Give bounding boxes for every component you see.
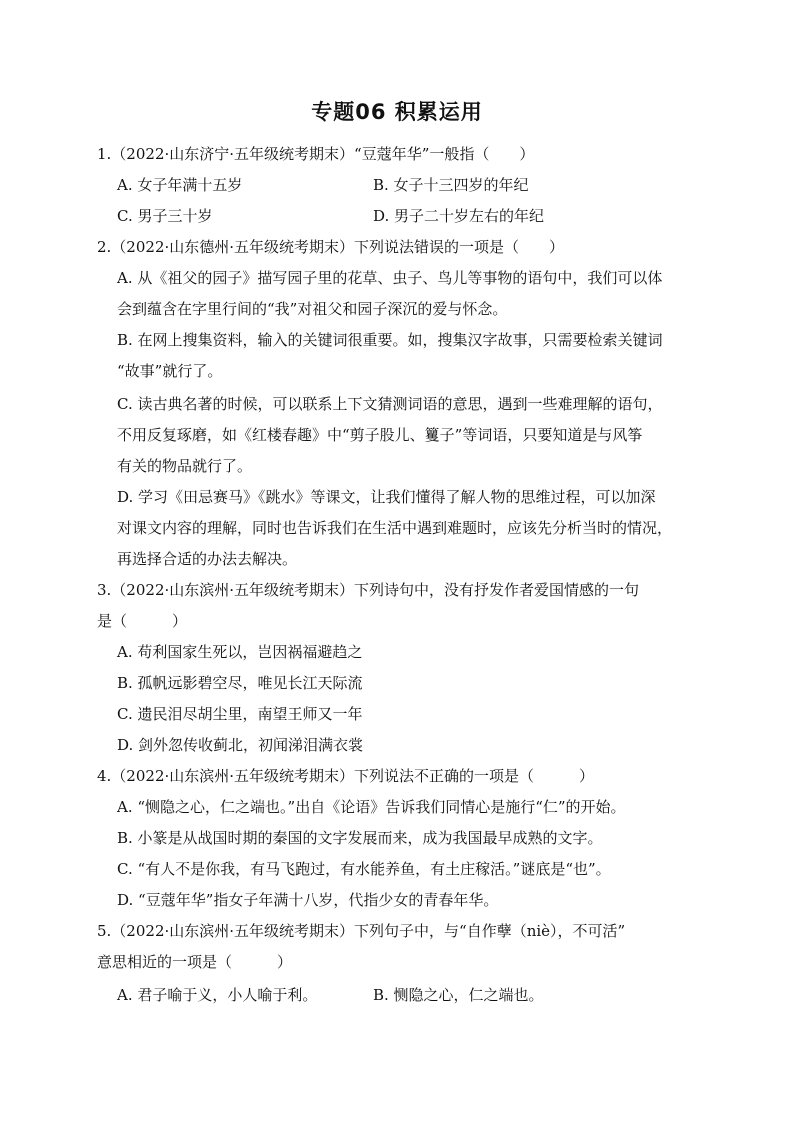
question-2-option-c-cont1: 不用反复琢磨，如《红楼春趣》中“剪子股儿、籰子”等词语，只要知道是与风筝	[117, 426, 643, 444]
question-2-option-d: D. 学习《田忌赛马》《跳水》等课文，让我们懂得了解人物的思维过程，可以加深	[117, 488, 656, 506]
question-4-stem: 4.（2022·山东滨州·五年级统考期末）下列说法不正确的一项是（ ）	[97, 767, 595, 785]
question-5-stem-cont: 意思相近的一项是（ ）	[97, 953, 293, 971]
question-4-option-d: D. “豆蔻年华”指女子年满十八岁，代指少女的青春年华。	[117, 891, 499, 909]
question-4-option-c: C. “有人不是你我，有马飞跑过，有水能养鱼，有土庄稼活。”谜底是“也”。	[117, 860, 611, 878]
question-5-stem: 5.（2022·山东滨州·五年级统考期末）下列句子中，与“自作孽（niè），不可活”	[97, 922, 626, 940]
question-5-option-b: B. 恻隐之心，仁之端也。	[373, 986, 544, 1004]
question-5-option-a: A. 君子喻于义，小人喻于利。	[117, 986, 318, 1004]
question-1-option-b: B. 女子十三四岁的年纪	[373, 176, 529, 194]
question-4-option-a: A. “恻隐之心，仁之端也。”出自《论语》告诉我们同情心是施行“仁”的开始。	[117, 798, 626, 816]
question-1-option-a: A. 女子年满十五岁	[117, 176, 243, 194]
question-1-stem: 1.（2022·山东济宁·五年级统考期末）“豆蔻年华”一般指（ ）	[97, 145, 535, 163]
question-3-stem-cont: 是（ ）	[97, 612, 188, 630]
question-2-option-b: B. 在网上搜集资料，输入的关键词很重要。如，搜集汉字故事，只需要检索关键词	[117, 331, 663, 349]
question-4-option-b: B. 小篆是从战国时期的秦国的文字发展而来，成为我国最早成熟的文字。	[117, 829, 603, 847]
question-3-option-c: C. 遗民泪尽胡尘里，南望王师又一年	[117, 705, 363, 723]
page-title: 专题06 积累运用	[311, 100, 483, 124]
question-1-option-c: C. 男子三十岁	[117, 207, 213, 225]
question-2-option-a-cont: 会到蕴含在字里行间的“我”对祖父和园子深沉的爱与怀念。	[117, 300, 508, 318]
question-2-option-c: C. 读古典名著的时候，可以联系上下文猜测词语的意思，遇到一些难理解的语句，	[117, 395, 663, 413]
question-3-option-b: B. 孤帆远影碧空尽，唯见长江天际流	[117, 674, 363, 692]
question-2-option-b-cont: “故事”就行了。	[117, 362, 223, 380]
question-2-option-a: A. 从《祖父的园子》描写园子里的花草、虫子、鸟儿等事物的语句中，我们可以体	[117, 269, 663, 287]
question-2-stem: 2.（2022·山东德州·五年级统考期末）下列说法错误的一项是（ ）	[97, 238, 565, 256]
question-3-option-a: A. 苟利国家生死以，岂因祸福避趋之	[117, 643, 363, 661]
question-2-option-c-cont2: 有关的物品就行了。	[117, 457, 253, 475]
question-1-option-d: D. 男子二十岁左右的年纪	[373, 207, 545, 225]
question-3-stem: 3.（2022·山东滨州·五年级统考期末）下列诗句中，没有抒发作者爱国情感的一句	[97, 581, 640, 599]
question-3-option-d: D. 剑外忽传收蓟北，初闻涕泪满衣裳	[117, 736, 364, 754]
question-2-option-d-cont2: 再选择合适的办法去解决。	[117, 550, 298, 568]
question-2-option-d-cont1: 对课文内容的理解，同时也告诉我们在生活中遇到难题时，应该先分析当时的情况，	[117, 519, 673, 537]
